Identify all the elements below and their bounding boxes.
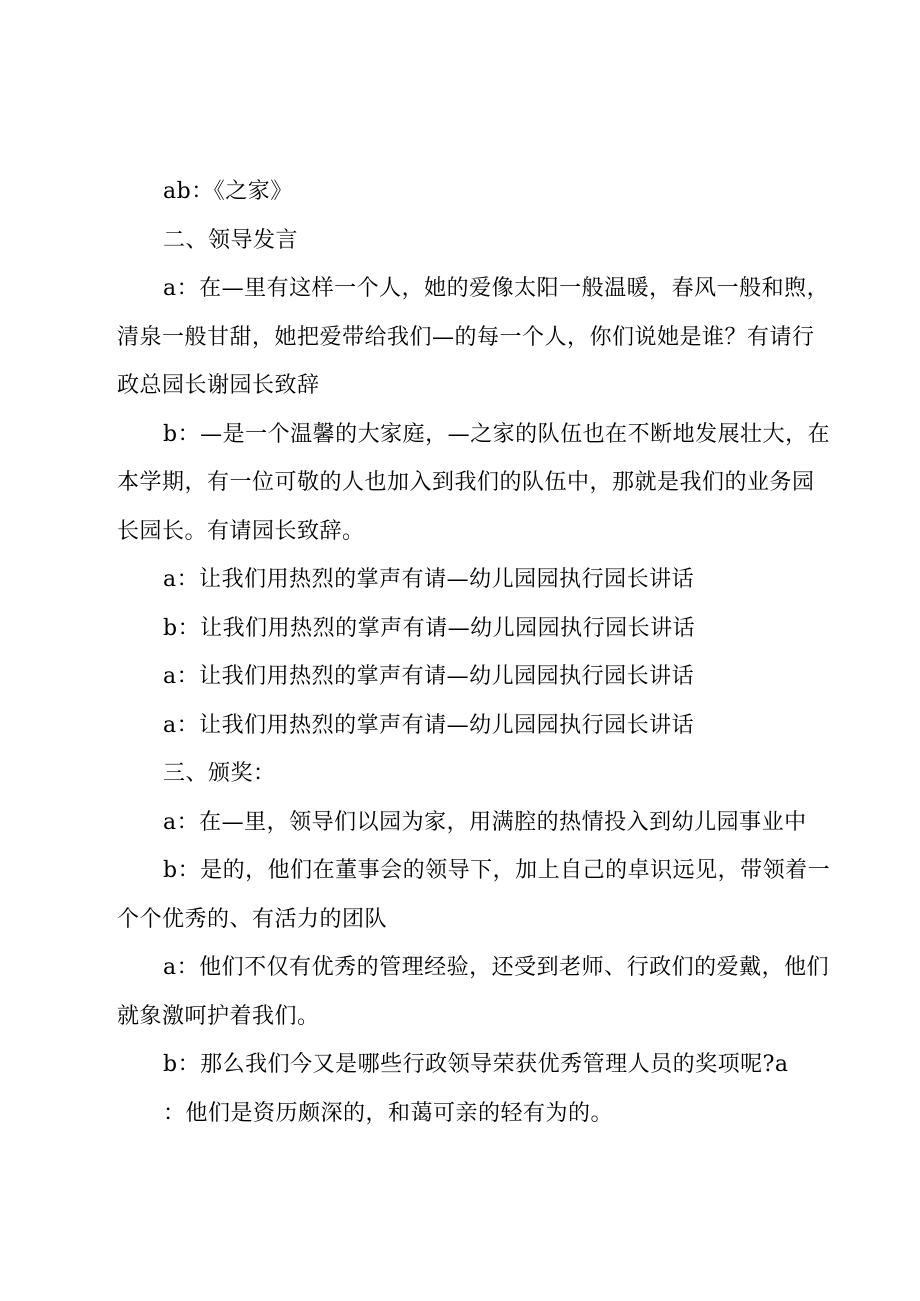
paragraph: b：—是一个温馨的大家庭，—之家的队伍也在不断地发展壮大，在本学期，有一位可敬的人也加入到我们的队伍中，那就是我们的业务园长园长。有请园长致辞。: [117, 421, 831, 544]
paragraph-title: ab：《之家》: [163, 179, 293, 204]
section-heading-leader-speech: 二、领导发言: [163, 227, 299, 253]
paragraph: a：他们不仅有优秀的管理经验，还受到老师、行政们的爱戴，他们就象激呵护着我们。: [117, 955, 830, 1029]
paragraph: a：在—里有这样一个人，她的爱像太阳一般温暖，春风一般和煦，清泉一般甘甜，她把爱带给我们—的每一个人，你们说她是谁？有请行政总园长谢园长致辞: [117, 276, 830, 398]
paragraph: b：是的，他们在董事会的领导下，加上自己的卓识远见，带领着一个个优秀的、有活力的团队: [117, 858, 831, 932]
paragraph: a：让我们用热烈的掌声有请—幼儿园园执行园长讲话: [163, 712, 695, 738]
paragraph: ：他们是资历颇深的，和蔼可亲的轻有为的。: [163, 1100, 614, 1126]
section-heading-awards: 三、颁奖：: [163, 761, 276, 786]
paragraph: a：让我们用热烈的掌声有请—幼儿园园执行园长讲话: [163, 567, 695, 592]
paragraph: b：让我们用热烈的掌声有请—幼儿园园执行园长讲话: [163, 615, 696, 641]
paragraph: b：那么我们今又是哪些行政领导荣获优秀管理人员的奖项呢?a: [163, 1052, 789, 1077]
paragraph: a：让我们用热烈的掌声有请—幼儿园园执行园长讲话: [163, 664, 695, 689]
paragraph: a：在—里，领导们以园为家，用满腔的热情投入到幼儿园事业中: [163, 809, 807, 835]
document-body: [117, 168, 831, 1138]
